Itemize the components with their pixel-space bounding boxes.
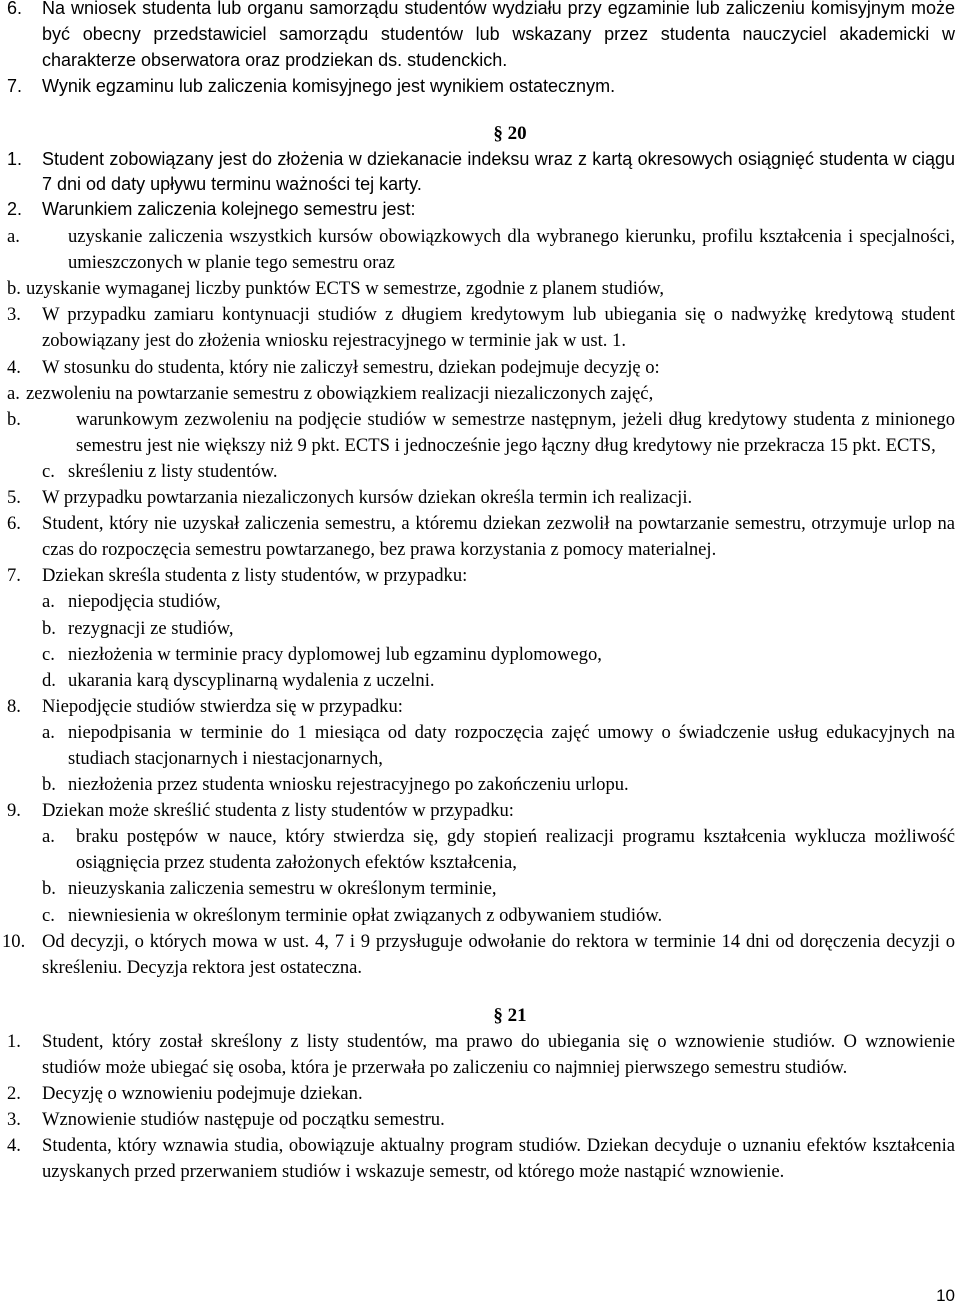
s20-item-7a	[0, 589, 960, 615]
sub-text: nieuzyskania zaliczenia semestru w określonym terminie,	[68, 878, 497, 900]
s20-item-4a	[0, 381, 960, 407]
sub-text: niezłożenia przez studenta wniosku rejestracyjnego po zakończeniu urlopu.	[68, 774, 629, 796]
sub-text: rezygnacji ze studiów,	[68, 617, 234, 639]
item-number: 2.	[7, 1083, 21, 1105]
sub-text: niezłożenia w terminie pracy dyplomowej lub egzaminu dyplomowego,	[68, 643, 602, 665]
item-number: 6.	[7, 513, 21, 535]
item-text: W przypadku powtarzania niezaliczonych kursów dziekan określa termin ich realizacji.	[42, 487, 693, 509]
top-items	[0, 0, 960, 99]
sub-text: niepodpisania w terminie do 1 miesiąca od daty rozpoczęcia zajęć umowy o świadczenie usług edukacyjnych na studiach stacjonarnych i niestacjonarnych,	[68, 721, 955, 769]
item-text: Dziekan skreśla studenta z listy studentów, w przypadku:	[42, 565, 468, 587]
item-number: 9.	[7, 800, 21, 822]
item-text: Od decyzji, o których mowa w ust. 4, 7 i 9 przysługuje odwołanie do rektora w terminie 14 dni od doręczenia decyzji o skreśleniu. Decyzja rektora jest ostateczna.	[42, 930, 955, 978]
sub-text: uzyskanie wymaganej liczby punktów ECTS w semestrze, zgodnie z planem studiów,	[26, 278, 665, 300]
sub-letter: b.	[7, 408, 21, 430]
sub-letter: d.	[42, 669, 56, 691]
paragraph-6	[0, 0, 960, 73]
section-21-body	[0, 1029, 960, 1186]
item-number: 2.	[7, 199, 23, 220]
s20-item-7c	[0, 642, 960, 668]
sub-text: niewniesienia w określonym terminie opłat związanych z odbywaniem studiów.	[68, 904, 663, 926]
item-number: 1.	[7, 149, 23, 170]
item-number: 3.	[7, 1109, 21, 1131]
item-text: Decyzję o wznowieniu podejmuje dziekan.	[42, 1083, 363, 1105]
item-text: Student zobowiązany jest do złożenia w dziekanacie indeksu wraz z kartą okresowych osiągnięć studenta w ciągu 7 dni od daty upływu terminu ważności tej karty.	[42, 149, 955, 195]
s20-item-9b	[0, 876, 960, 902]
sub-letter: b.	[42, 878, 56, 900]
paragraph-number: 7.	[7, 76, 23, 96]
s20-item-8b	[0, 772, 960, 798]
item-number: 4.	[7, 356, 21, 378]
sub-letter: b.	[42, 617, 56, 639]
sub-letter: b.	[42, 774, 56, 796]
sub-text: skreśleniu z listy studentów.	[68, 460, 278, 482]
s20-item-9c	[0, 903, 960, 929]
sub-text: zezwoleniu na powtarzanie semestru z obowiązkiem realizacji niezaliczonych zajęć,	[26, 382, 654, 404]
sub-text: warunkowym zezwoleniu na podjęcie studiów w semestrze następnym, jeżeli dług kredytowy studenta z minionego semestru jest nie większy niż 9 pkt. ECTS i jednocześnie jego łączny dług kredytowy nie przekracza 15 pkt. ECTS,	[76, 408, 955, 456]
section-heading-20: § 20	[493, 123, 527, 144]
section-heading-21: § 21	[493, 1004, 527, 1026]
item-text: W przypadku zamiaru kontynuacji studiów z długiem kredytowym lub ubiegania się o nadwyżkę kredytową student zobowiązany jest do złożenia wniosku rejestracyjnego w terminie jak w ust. 1.	[42, 304, 955, 352]
item-number: 7.	[7, 565, 21, 587]
item-number: 5.	[7, 487, 21, 509]
sub-letter: a.	[7, 226, 20, 248]
s20-item-4	[0, 355, 960, 381]
sub-letter: c.	[42, 643, 55, 665]
sub-letter: a.	[7, 382, 20, 404]
s20-item-4b	[0, 407, 960, 459]
s21-item-2	[0, 1081, 960, 1107]
sub-letter: c.	[42, 460, 55, 482]
s20-item-2b	[0, 276, 960, 302]
s21-item-1	[0, 1029, 960, 1081]
item-number: 1.	[7, 1030, 21, 1052]
item-text: Student, który został skreślony z listy studentów, ma prawo do ubiegania się o wznowienie studiów. O wznowienie studiów może ubiegać się osoba, która je przerwała po zaliczeniu co najmniej pierwszego semestru studiów.	[42, 1030, 955, 1078]
item-text: Warunkiem zaliczenia kolejnego semestru jest:	[42, 199, 416, 220]
paragraph-7	[0, 73, 960, 99]
s20-item-5	[0, 485, 960, 511]
item-text: Niepodjęcie studiów stwierdza się w przypadku:	[42, 695, 403, 717]
s21-item-3	[0, 1107, 960, 1133]
s20-item-1	[0, 147, 960, 197]
item-number: 10.	[2, 930, 26, 952]
s20-item-2	[0, 197, 960, 222]
sub-text: ukarania karą dyscyplinarną wydalenia z uczelni.	[68, 669, 435, 691]
s21-item-4	[0, 1133, 960, 1185]
s20-item-7d	[0, 668, 960, 694]
sub-letter: a.	[42, 591, 55, 613]
item-text: Wznowienie studiów następuje od początku semestru.	[42, 1109, 445, 1131]
s20-item-9a	[0, 824, 960, 876]
section-20-body	[0, 147, 960, 981]
sub-letter: c.	[42, 904, 55, 926]
s20-item-3	[0, 302, 960, 354]
s20-item-2a	[0, 224, 960, 276]
item-number: 3.	[7, 304, 21, 326]
s20-item-10	[0, 929, 960, 981]
sub-letter: a.	[42, 826, 55, 848]
sub-text: niepodjęcia studiów,	[68, 591, 221, 613]
item-text: W stosunku do studenta, który nie zaliczył semestru, dziekan podejmuje decyzję o:	[42, 356, 660, 378]
s20-item-4c	[0, 459, 960, 485]
paragraph-text: Wynik egzaminu lub zaliczenia komisyjnego jest wynikiem ostatecznym.	[42, 76, 616, 96]
item-number: 8.	[7, 695, 21, 717]
sub-text: uzyskanie zaliczenia wszystkich kursów obowiązkowych dla wybranego kierunku, profilu kształcenia i specjalności, umieszczonych w planie tego semestru oraz	[68, 226, 955, 274]
item-number: 4.	[7, 1135, 21, 1157]
paragraph-number: 6.	[7, 0, 23, 18]
item-text: Dziekan może skreślić studenta z listy studentów w przypadku:	[42, 800, 514, 822]
item-text: Student, który nie uzyskał zaliczenia semestru, a któremu dziekan zezwolił na powtarzanie semestru, otrzymuje urlop na czas do rozpoczęcia semestru powtarzanego, bez prawa korzystania z pomocy materialnej.	[42, 513, 955, 561]
page-number: 10	[936, 1286, 955, 1305]
s20-item-7b	[0, 616, 960, 642]
s20-item-8	[0, 694, 960, 720]
item-text: Studenta, który wznawia studia, obowiązuje aktualny program studiów. Dziekan decyduje o uznaniu efektów kształcenia uzyskanych przed przerwaniem studiów i wskazuje semestr, od którego może nastąpić wznowienie.	[42, 1135, 955, 1183]
sub-letter: b.	[7, 278, 21, 300]
s20-item-8a	[0, 720, 960, 772]
sub-letter: a.	[42, 721, 55, 743]
s20-item-7	[0, 563, 960, 589]
s20-item-9	[0, 798, 960, 824]
paragraph-text: Na wniosek studenta lub organu samorządu studentów wydziału przy egzaminie lub zaliczeniu komisyjnym może być obecny przedstawiciel samorządu studentów lub wskazany przez studenta nauczyciel akademicki w charakterze obserwatora oraz prodziekan ds. studenckich.	[42, 0, 955, 70]
sub-text: braku postępów w nauce, który stwierdza się, gdy stopień realizacji programu kształcenia wyklucza możliwość osiągnięcia przez studenta założonych efektów kształcenia,	[76, 826, 955, 874]
s20-item-6	[0, 511, 960, 563]
